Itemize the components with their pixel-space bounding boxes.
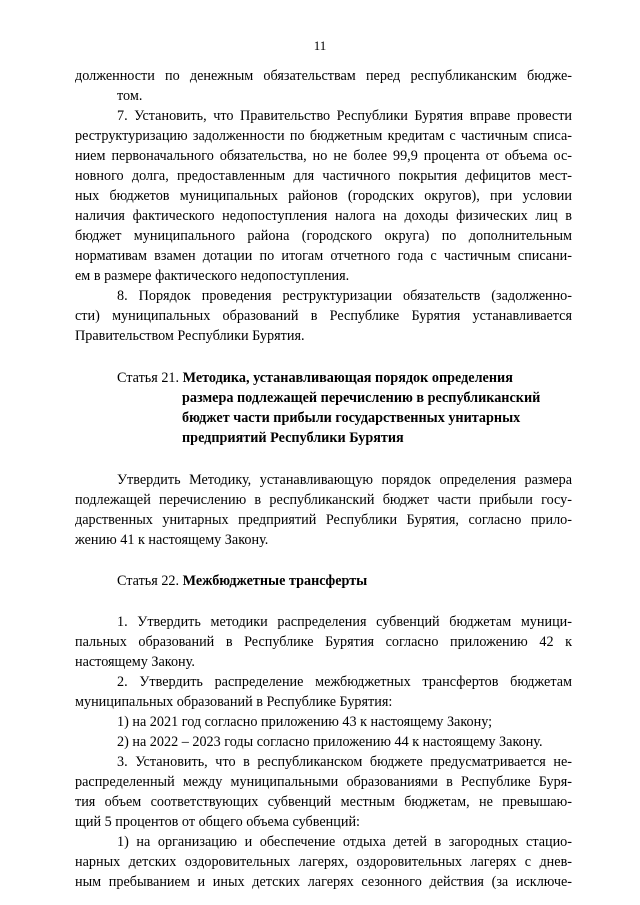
article-22-heading <box>117 571 367 591</box>
text-line: нием первоначального обязательства, но не более 99,9 процента от объема ос- <box>75 148 572 164</box>
page-number: 11 <box>313 38 327 53</box>
text-line: наличия фактического недопоступления налога на доходы физических лиц в <box>75 208 572 224</box>
text-line: 7. Установить, что Правительство Республики Бурятия вправе провести <box>117 108 572 124</box>
text-line: 3. Установить, что в республиканском бюджете предусматривается не- <box>117 754 572 770</box>
article-22-number: Статья 22. <box>117 573 180 589</box>
text-line: Правительством Республики Бурятия. <box>75 328 305 344</box>
article-21-heading <box>117 368 513 388</box>
text-line: 2. Утвердить распределение межбюджетных трансфертов бюджетам <box>117 674 572 690</box>
text-line: 1) на организацию и обеспечение отдыха детей в загородных стацио- <box>117 834 572 850</box>
text-line: ных бюджетов муниципальных районов (городских округов), при условии <box>75 188 572 204</box>
text-line: пальных образований в Республике Бурятия согласно приложению 42 к <box>75 634 572 650</box>
text-line: ем в размере фактического недопоступления. <box>75 268 350 284</box>
text-line: Утвердить Методику, устанавливающую порядок определения размера <box>117 472 572 488</box>
text-line: 1. Утвердить методики распределения субвенций бюджетам муници- <box>117 614 572 630</box>
text-line: тия объем соответствующих субвенций местным бюджетам, не превышаю- <box>75 794 572 810</box>
text-line: подлежащей перечислению в республиканский бюджет части прибыли госу- <box>75 492 572 508</box>
text-line: распределенный между муниципальными образованиями в Республике Буря- <box>75 774 572 790</box>
article-21-title-line: предприятий Республики Бурятия <box>182 430 404 446</box>
article-21-number: Статья 21. <box>117 370 180 386</box>
text-line: том. <box>117 88 143 104</box>
text-line: нарных детских оздоровительных лагерях, оздоровительных лагерях с днев- <box>75 854 572 870</box>
text-line: бюджет муниципального района (городского округа) по дополнительным <box>75 228 572 244</box>
article-21-title: Методика, устанавливающая порядок определения <box>182 370 513 386</box>
text-line: 1) на 2021 год согласно приложению 43 к настоящему Закону; <box>117 714 493 730</box>
text-line: щий 5 процентов от общего объема субвенций: <box>75 814 360 830</box>
text-line: жению 41 к настоящему Закону. <box>75 532 269 548</box>
text-line: сти) муниципальных образований в Республике Бурятия устанавливается <box>75 308 572 324</box>
text-line: 8. Порядок проведения реструктуризации обязательств (задолженно- <box>117 288 572 304</box>
article-21-title-line: бюджет части прибыли государственных унитарных <box>182 410 521 426</box>
text-line: настоящему Закону. <box>75 654 195 670</box>
text-line: новного долга, предоставленным для частичного покрытия дефицитов мест- <box>75 168 572 184</box>
text-line: муниципальных образований в Республике Бурятия: <box>75 694 393 710</box>
text-line: нормативам взамен дотации по итогам отчетного года с частичным списани- <box>75 248 572 264</box>
article-22-title: Межбюджетные трансферты <box>182 573 368 589</box>
text-line: дарственных унитарных предприятий Республики Бурятия, согласно прило- <box>75 512 572 528</box>
article-21-title-line: размера подлежащей перечислению в республиканский <box>182 390 541 406</box>
text-line: ным пребыванием и иных детских лагерях сезонного действия (за исключе- <box>75 874 572 890</box>
text-line: 2) на 2022 – 2023 годы согласно приложению 44 к настоящему Закону. <box>117 734 543 750</box>
text-line: реструктуризацию задолженности по бюджетным кредитам с частичным списа- <box>75 128 572 144</box>
text-line: долженности по денежным обязательствам перед республиканским бюдже- <box>75 68 572 84</box>
